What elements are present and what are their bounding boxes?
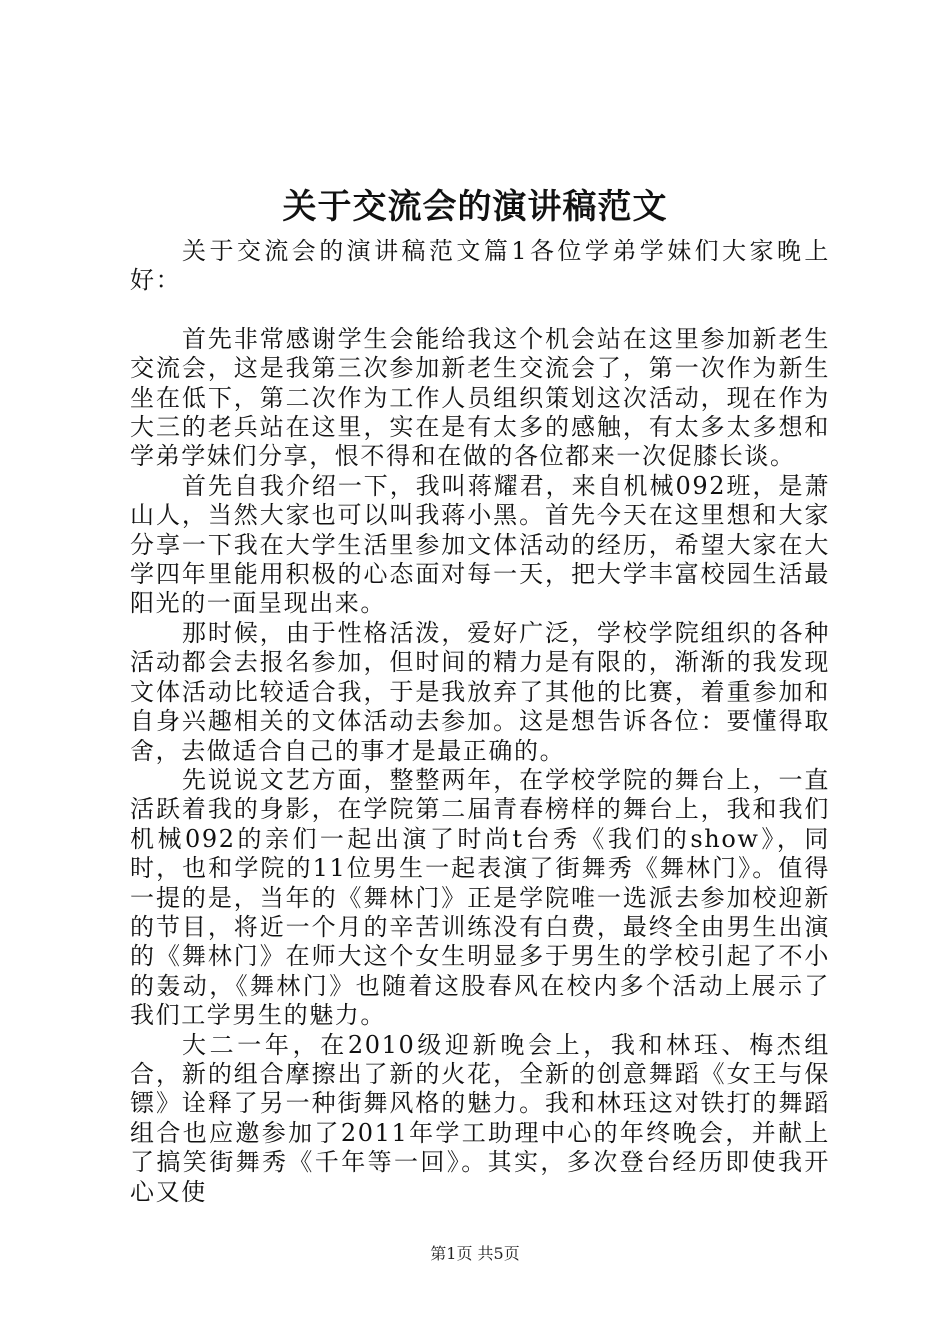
- paragraph: 那时候，由于性格活泼，爱好广泛，学校学院组织的各种活动都会去报名参加，但时间的精力是有限的，渐渐的我发现文体活动比较适合我，于是我放弃了其他的比赛，着重参加和自身兴趣相关的文体活动去参加。这是想告诉各位：要懂得取舍，去做适合自己的事才是最正确的。: [130, 618, 830, 765]
- paragraph: 首先自我介绍一下，我叫蒋耀君，来自机械092班，是萧山人，当然大家也可以叫我蒋小黑。首先今天在这里想和大家分享一下我在大学生活里参加文体活动的经历，希望大家在大学四年里能用积极的心态面对每一天，把大学丰富校园生活最阳光的一面呈现出来。: [130, 471, 830, 618]
- paragraph: 先说说文艺方面，整整两年，在学校学院的舞台上，一直活跃着我的身影，在学院第二届青春榜样的舞台上，我和我们机械092的亲们一起出演了时尚t台秀《我们的show》，同时，也和学院的11位男生一起表演了街舞秀《舞林门》。值得一提的是，当年的《舞林门》正是学院唯一选派去参加校迎新的节目，将近一个月的辛苦训练没有白费，最终全由男生出演的《舞林门》在师大这个女生明显多于男生的学校引起了不小的轰动，《舞林门》也随着这股春风在校内多个活动上展示了我们工学男生的魅力。: [130, 765, 830, 1030]
- paragraph: 首先非常感谢学生会能给我这个机会站在这里参加新老生交流会，这是我第三次参加新老生交流会了，第一次作为新生坐在低下，第二次作为工作人员组织策划这次活动，现在作为大三的老兵站在这里，实在是有太多的感触，有太多太多想和学弟学妹们分享，恨不得和在做的各位都来一次促膝长谈。: [130, 324, 830, 471]
- paragraph-intro: 关于交流会的演讲稿范文篇1各位学弟学妹们大家晚上好：: [130, 237, 830, 295]
- document-title: 关于交流会的演讲稿范文: [282, 187, 668, 227]
- paragraph: 大二一年，在2010级迎新晚会上，我和林珏、梅杰组合，新的组合摩擦出了新的火花，全新的创意舞蹈《女王与保镖》诠释了另一种街舞风格的魅力。我和林珏这对铁打的舞蹈组合也应邀参加了2011年学工助理中心的年终晚会，并献上了搞笑街舞秀《千年等一回》。其实，多次登台经历即使我开心又使: [130, 1030, 830, 1206]
- page-number-footer: 第1页 共5页: [430, 1244, 520, 1263]
- document-body: [130, 237, 830, 1207]
